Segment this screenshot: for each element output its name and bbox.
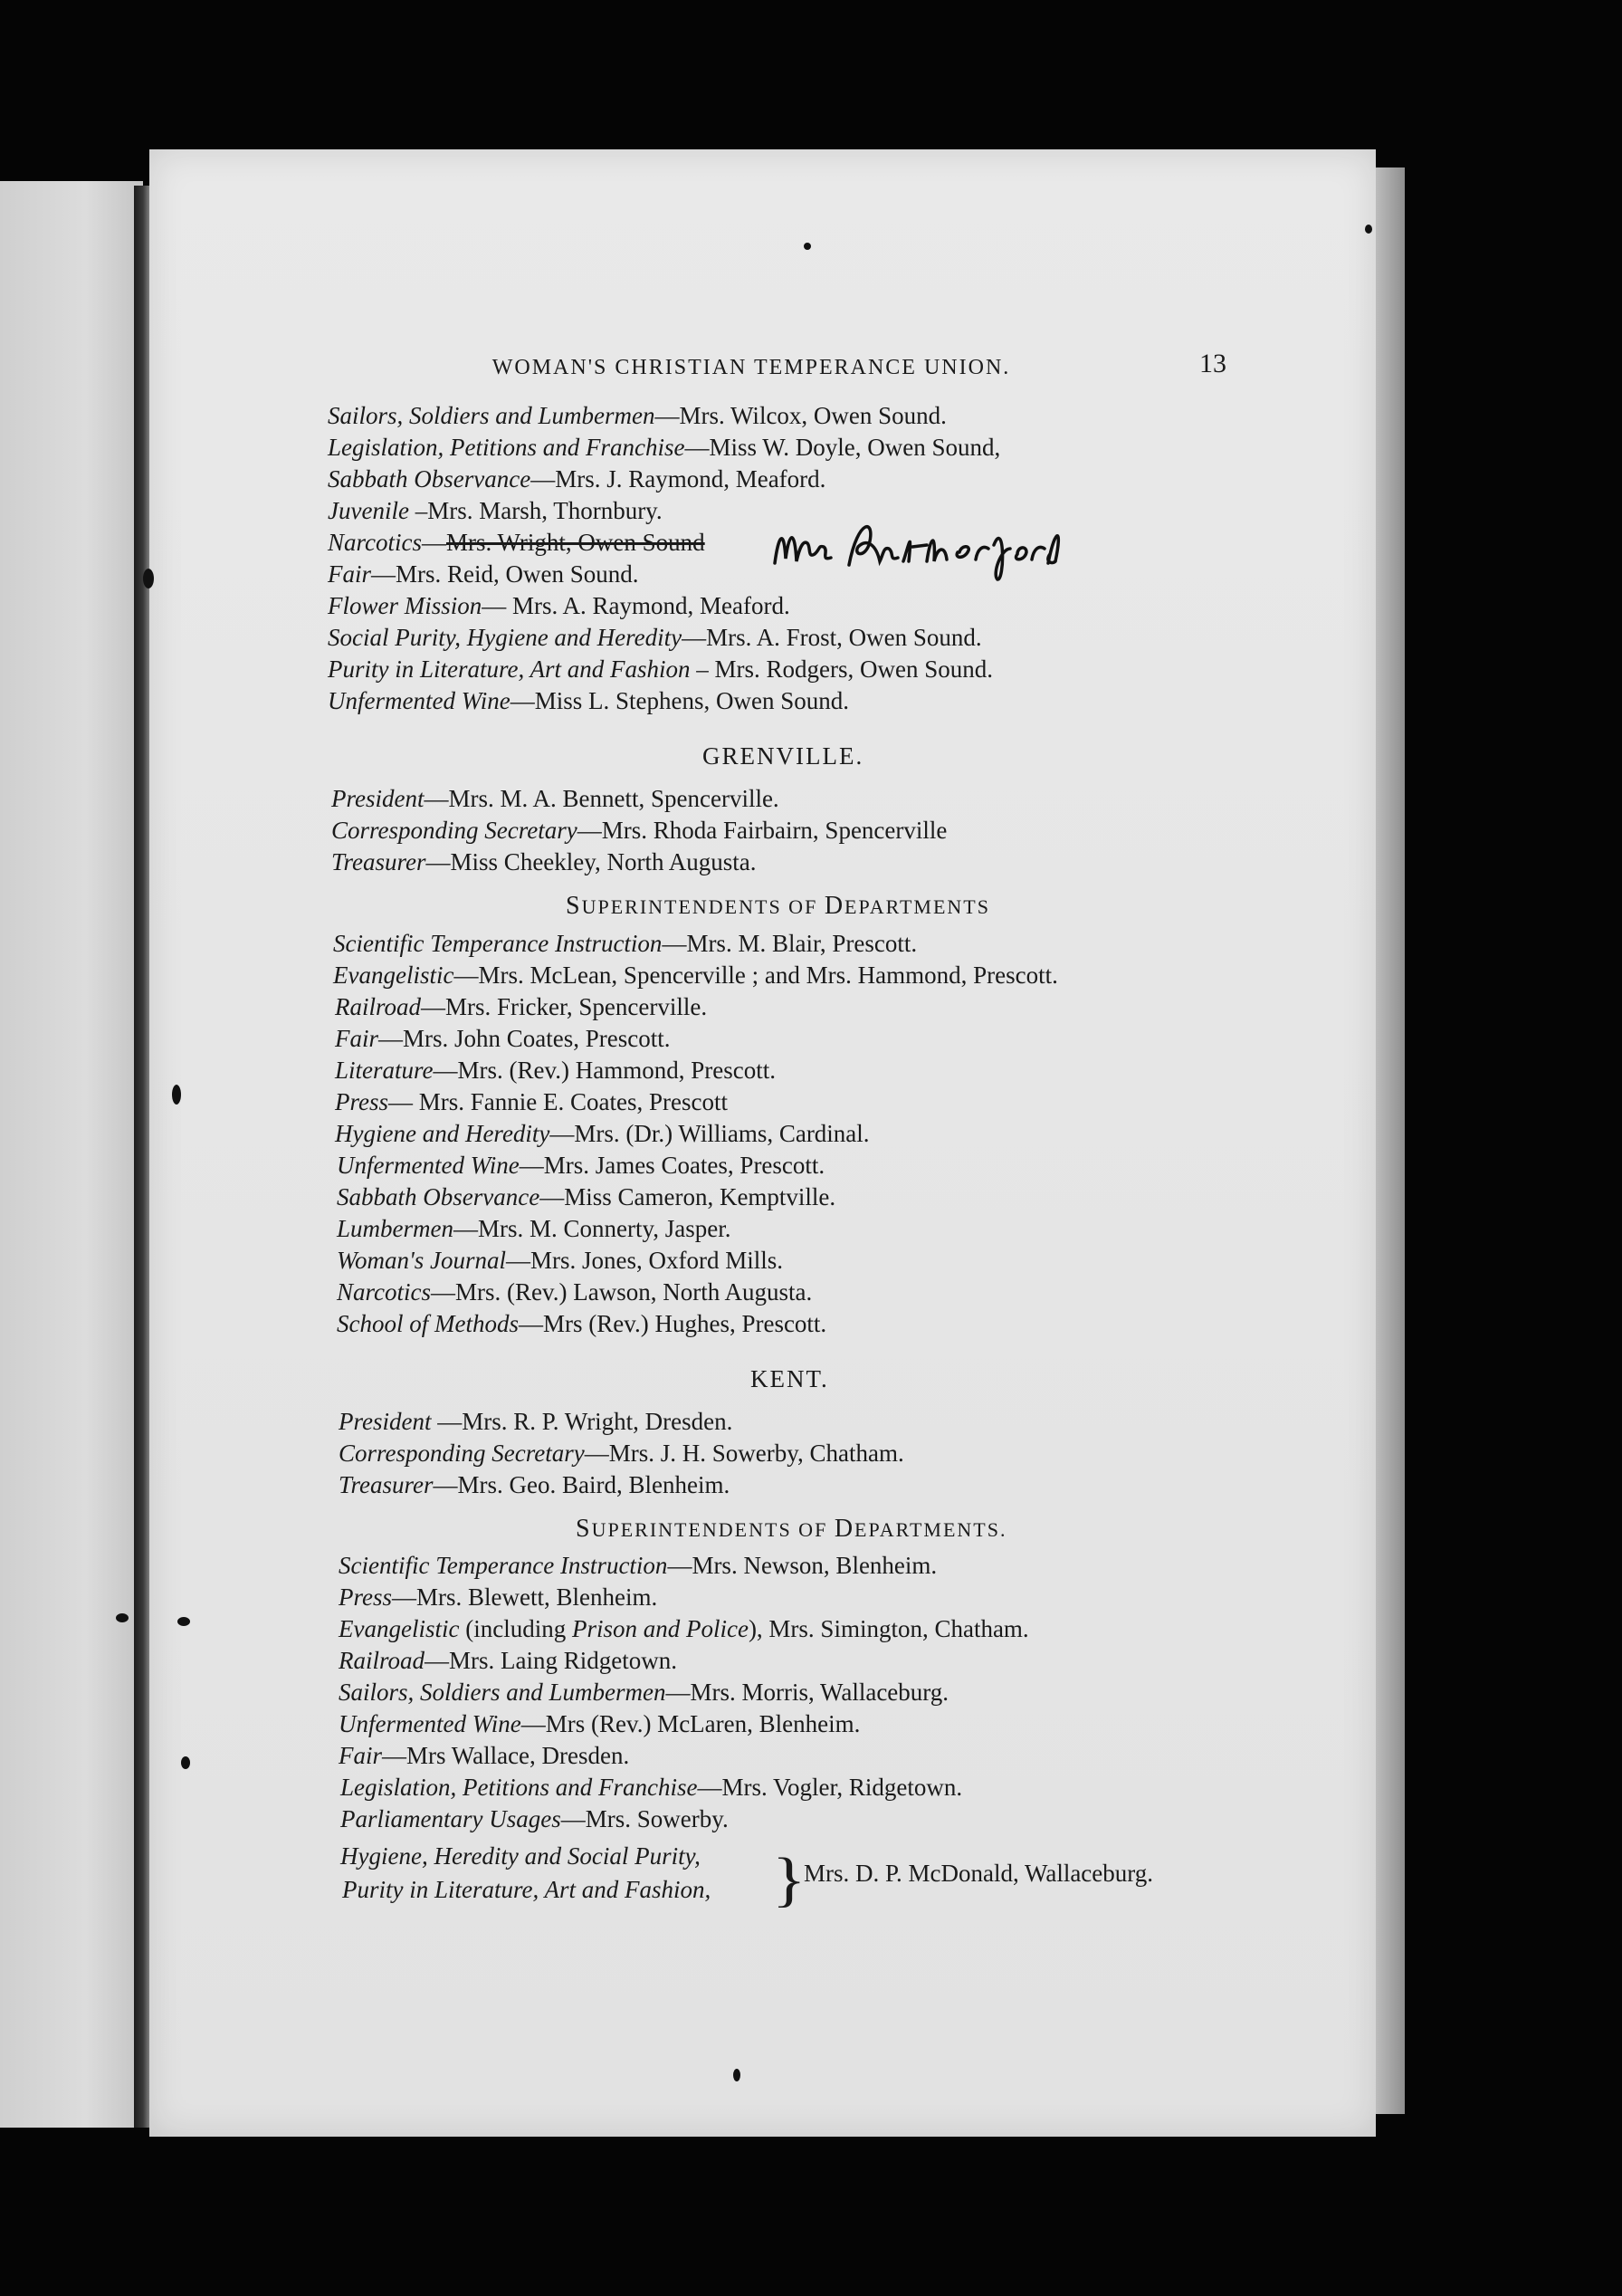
list-item: Lumbermen—Mrs. M. Connerty, Jasper. xyxy=(337,1215,731,1242)
list-item: Fair—Mrs Wallace, Dresden. xyxy=(339,1742,630,1769)
list-item: Scientific Temperance Instruction—Mrs. M. Blair, Prescott. xyxy=(333,930,918,957)
page-edge-shadow xyxy=(1376,167,1405,2114)
section-heading-grenville: GRENVILLE. xyxy=(702,742,864,770)
combined-dept-line-1: Hygiene, Heredity and Social Purity, xyxy=(340,1842,701,1870)
list-item: Social Purity, Hygiene and Heredity—Mrs. A. Frost, Owen Sound. xyxy=(328,624,982,651)
officer-line: Corresponding Secretary—Mrs. J. H. Sowerby, Chatham. xyxy=(339,1440,904,1467)
list-item: Scientific Temperance Instruction—Mrs. Newson, Blenheim. xyxy=(339,1552,938,1579)
scan-speck xyxy=(143,569,154,588)
list-item: Fair—Mrs. John Coates, Prescott. xyxy=(335,1025,671,1052)
list-item: Press—Mrs. Blewett, Blenheim. xyxy=(339,1583,658,1611)
scan-speck xyxy=(177,1617,190,1626)
list-item: School of Methods—Mrs (Rev.) Hughes, Prescott. xyxy=(337,1310,827,1337)
officer-line: President —Mrs. R. P. Wright, Dresden. xyxy=(339,1408,733,1435)
running-header: WOMAN'S CHRISTIAN TEMPERANCE UNION. xyxy=(491,356,1011,379)
combined-dept-line-2: Purity in Literature, Art and Fashion, xyxy=(342,1876,711,1903)
handwritten-annotation xyxy=(768,509,1066,581)
subsection-heading: SUPERINTENDENTS OF DEPARTMENTS xyxy=(566,892,990,920)
scan-speck xyxy=(733,2069,740,2081)
list-item: Literature—Mrs. (Rev.) Hammond, Prescott. xyxy=(335,1057,776,1084)
officer-line: Treasurer—Mrs. Geo. Baird, Blenheim. xyxy=(339,1471,730,1498)
scan-speck xyxy=(181,1756,190,1769)
scan-speck xyxy=(804,243,811,250)
list-item: Narcotics—Mrs. Wright, Owen Sound xyxy=(328,529,705,556)
officer-line: Treasurer—Miss Cheekley, North Augusta. xyxy=(331,848,757,875)
scan-speck xyxy=(172,1085,181,1105)
list-item: Fair—Mrs. Reid, Owen Sound. xyxy=(328,560,639,588)
left-page-edge xyxy=(0,181,143,2128)
list-item: Railroad—Mrs. Laing Ridgetown. xyxy=(339,1647,677,1674)
combined-name: Mrs. D. P. McDonald, Wallaceburg. xyxy=(804,1860,1154,1887)
list-item: Legislation, Petitions and Franchise—Miss W. Doyle, Owen Sound, xyxy=(328,434,1001,461)
officer-line: President—Mrs. M. A. Bennett, Spencerville. xyxy=(331,785,779,812)
scan-speck xyxy=(1365,225,1372,234)
subsection-heading: SUPERINTENDENTS OF DEPARTMENTS. xyxy=(576,1515,1007,1543)
list-item: Narcotics—Mrs. (Rev.) Lawson, North Augusta. xyxy=(337,1278,813,1306)
list-item: Sailors, Soldiers and Lumbermen—Mrs. Morris, Wallaceburg. xyxy=(339,1679,949,1706)
list-item: Legislation, Petitions and Franchise—Mrs. Vogler, Ridgetown. xyxy=(340,1774,963,1801)
list-item: Railroad—Mrs. Fricker, Spencerville. xyxy=(335,993,708,1020)
list-item: Hygiene and Heredity—Mrs. (Dr.) Williams, Cardinal. xyxy=(335,1120,870,1147)
list-item: Parliamentary Usages—Mrs. Sowerby. xyxy=(340,1805,729,1832)
list-item: Unfermented Wine—Mrs (Rev.) McLaren, Blenheim. xyxy=(339,1710,861,1737)
brace: } xyxy=(772,1845,806,1913)
list-item-evangelistic: Evangelistic (including Prison and Police), Mrs. Simington, Chatham. xyxy=(339,1615,1029,1642)
list-item: Woman's Journal—Mrs. Jones, Oxford Mills. xyxy=(337,1247,784,1274)
officer-line: Corresponding Secretary—Mrs. Rhoda Fairbairn, Spencerville xyxy=(331,817,948,844)
scan-speck xyxy=(116,1613,129,1622)
list-item: Sabbath Observance—Mrs. J. Raymond, Meaford. xyxy=(328,465,826,493)
list-item: Unfermented Wine—Mrs. James Coates, Prescott. xyxy=(337,1152,825,1179)
list-item: Evangelistic—Mrs. McLean, Spencerville ; and Mrs. Hammond, Prescott. xyxy=(333,961,1058,989)
list-item: Press— Mrs. Fannie E. Coates, Prescott xyxy=(335,1088,728,1115)
list-item: Flower Mission— Mrs. A. Raymond, Meaford. xyxy=(328,592,790,619)
list-item: Sailors, Soldiers and Lumbermen—Mrs. Wilcox, Owen Sound. xyxy=(328,402,947,429)
section-heading-kent: KENT. xyxy=(750,1365,829,1392)
page-number: 13 xyxy=(1199,349,1226,378)
struck-out-name: Mrs. Wright, Owen Sound xyxy=(446,529,705,556)
list-item: Unfermented Wine—Miss L. Stephens, Owen Sound. xyxy=(328,687,849,714)
list-item: Sabbath Observance—Miss Cameron, Kemptville. xyxy=(337,1183,836,1210)
list-item: Juvenile –Mrs. Marsh, Thornbury. xyxy=(328,497,663,524)
list-item: Purity in Literature, Art and Fashion – Mrs. Rodgers, Owen Sound. xyxy=(328,655,994,683)
